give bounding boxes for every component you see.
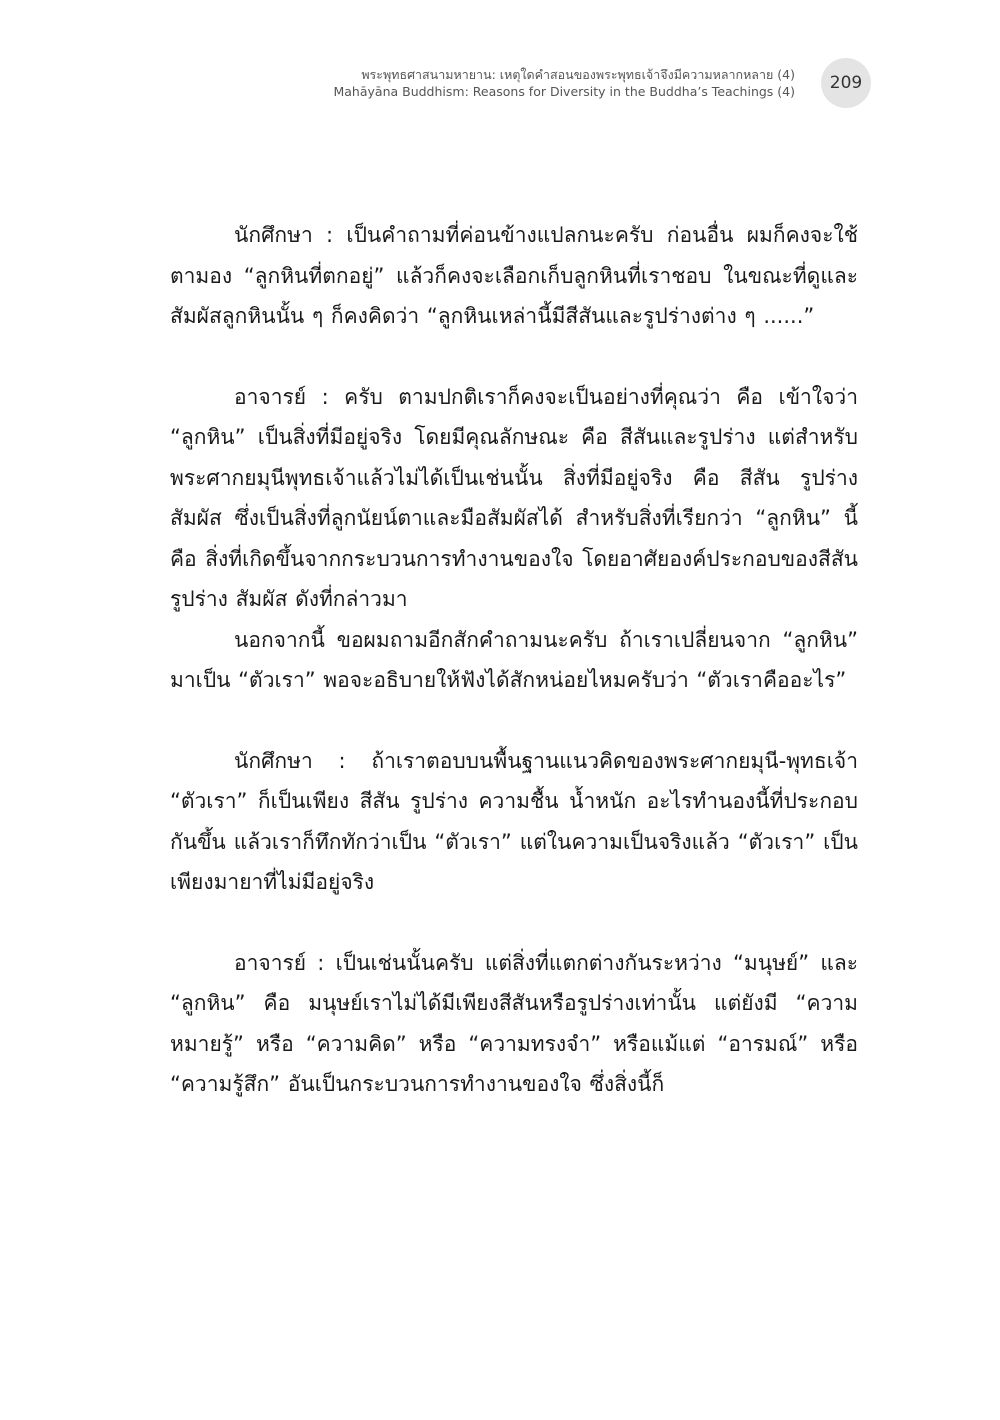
page-number: 209 <box>829 73 863 93</box>
body-text <box>170 215 858 1105</box>
header-title-english: Mahāyāna Buddhism: Reasons for Diversity in the Buddha’s Teachings (4) <box>333 84 795 99</box>
header-title-thai: พระพุทธศาสนามหายาน: เหตุใดคำสอนของพระพุทธเจ้าจึงมีความหลากหลาย (4) <box>361 67 795 82</box>
paragraph-student-2: นักศึกษา : ถ้าเราตอบบนพื้นฐานแนวคิดของพระศากยมุนี-พุทธเจ้า “ตัวเรา” ก็เป็นเพียง สีสัน รูปร่าง ความชื้น น้ำหนัก อะไรทำนองนี้ที่ประกอบกันขึ้น แล้วเราก็ทึกทักว่าเป็น “ตัวเรา” แต่ในความเป็นจริงแล้ว “ตัวเรา” เป็นเพียงมายาที่ไม่มีอยู่จริง <box>170 748 858 894</box>
paragraph-gap <box>170 903 858 943</box>
paragraph-student-1: นักศึกษา : เป็นคำถามที่ค่อนข้างแปลกนะครับ ก่อนอื่น ผมก็คงจะใช้ตามอง “ลูกหินที่ตกอยู่” แล้วก็คงจะเลือกเก็บลูกหินที่เราชอบ ในขณะที่ดูและสัมผัสลูกหินนั้น ๆ ก็คงคิดว่า “ลูกหินเหล่านี้มีสีสันและรูปร่างต่าง ๆ ......” <box>170 223 858 328</box>
paragraph-teacher-1: อาจารย์ : ครับ ตามปกติเราก็คงจะเป็นอย่างที่คุณว่า คือ เข้าใจว่า “ลูกหิน” เป็นสิ่งที่มีอยู่จริง โดยมีคุณลักษณะ คือ สีสันและรูปร่าง แต่สำหรับพระศากยมุนีพุทธเจ้าแล้วไม่ได้เป็นเช่นนั้น สิ่งที่มีอยู่จริง คือ สีสัน รูปร่าง สัมผัส ซึ่งเป็นสิ่งที่ลูกนัยน์ตาและมือสัมผัสได้ สำหรับสิ่งที่เรียกว่า “ลูกหิน” นี้คือ สิ่งที่เกิดขึ้นจากกระบวนการทำงานของใจ โดยอาศัยองค์ประกอบของสีสัน รูปร่าง สัมผัส ดังที่กล่าวมา <box>170 384 858 611</box>
paragraph-teacher-2: อาจารย์ : เป็นเช่นนั้นครับ แต่สิ่งที่แตกต่างกันระหว่าง “มนุษย์” และ “ลูกหิน” คือ มนุษย์เราไม่ได้มีเพียงสีสันหรือรูปร่างเท่านั้น แต่ยังมี “ความหมายรู้” หรือ “ความคิด” หรือ “ความทรงจำ” หรือแม้แต่ “อารมณ์” หรือ “ความรู้สึก” อันเป็นกระบวนการทำงานของใจ ซึ่งสิ่งนี้ก็ <box>170 950 858 1096</box>
paragraph-teacher-question: นอกจากนี้ ขอผมถามอีกสักคำถามนะครับ ถ้าเราเปลี่ยนจาก “ลูกหิน” มาเป็น “ตัวเรา” พอจะอธิบายให้ฟังได้สักหน่อยไหมครับว่า “ตัวเราคืออะไร” <box>170 627 858 692</box>
page-number-badge <box>821 58 871 108</box>
running-header <box>195 66 795 100</box>
paragraph-gap <box>170 701 858 741</box>
paragraph-gap <box>170 337 858 377</box>
